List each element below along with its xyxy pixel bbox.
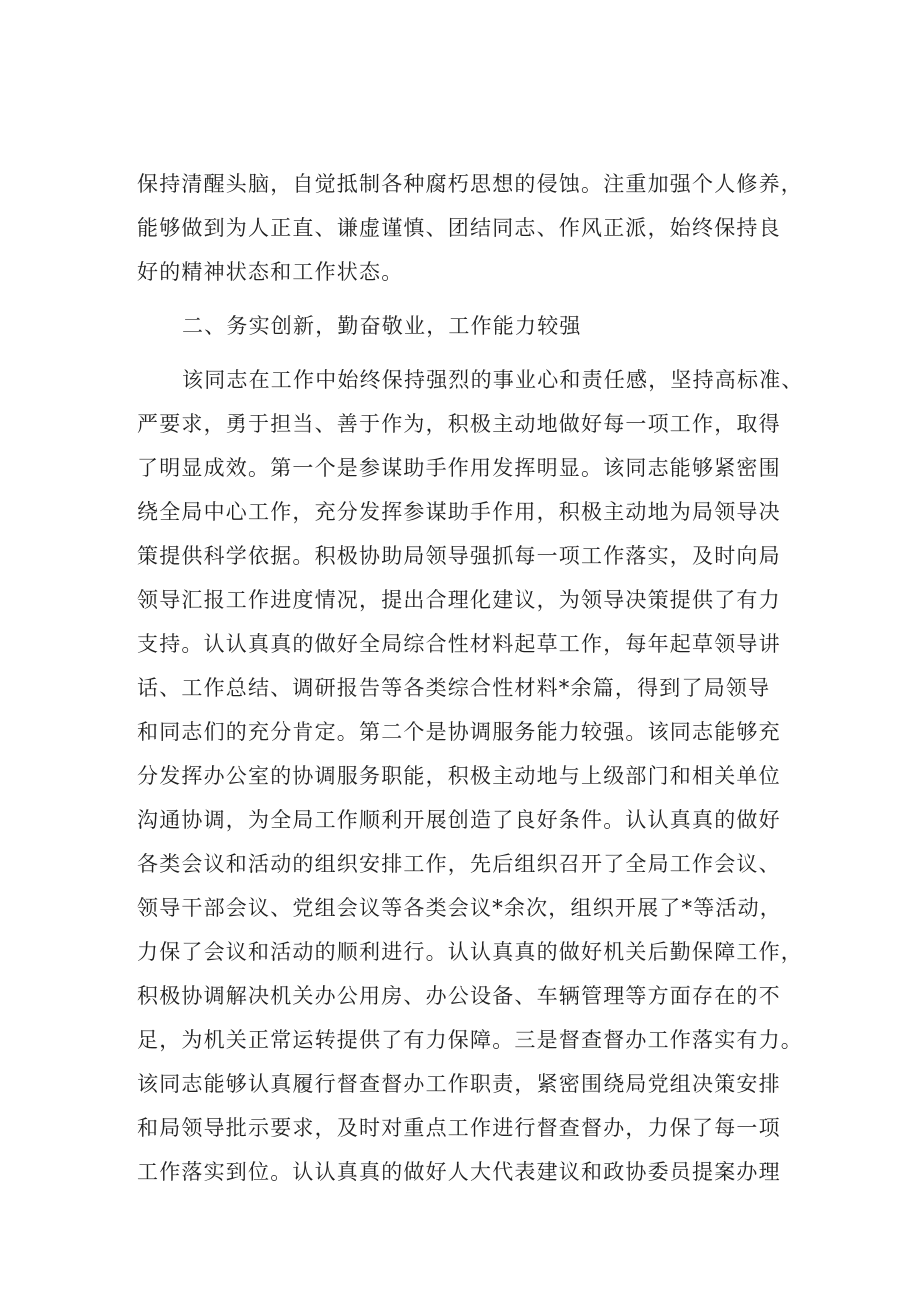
paragraph-self-discipline xyxy=(137,162,805,294)
text-line: 力保了会议和活动的顺利进行。认认真真的做好机关后勤保障工作， xyxy=(137,940,803,964)
document-body xyxy=(137,162,805,1194)
text-line: 各类会议和活动的组织安排工作，先后组织召开了全局工作会议、 xyxy=(137,852,781,876)
paragraph-work-ability xyxy=(137,358,805,1194)
paragraph-gap xyxy=(137,294,805,304)
text-line: 话、工作总结、调研报告等各类综合性材料*余篇，得到了局领导 xyxy=(137,676,771,700)
text-line: 领导干部会议、党组会议等各类会议*余次，组织开展了*等活动， xyxy=(137,896,782,920)
text-line: 该同志能够认真履行督查督办工作职责，紧密围绕局党组决策安排 xyxy=(137,1072,781,1096)
text-line: 好的精神状态和工作状态。 xyxy=(137,260,404,284)
text-line: 积极协调解决机关办公用房、办公设备、车辆管理等方面存在的不 xyxy=(137,984,781,1008)
text-line: 严要求，勇于担当、善于作为，积极主动地做好每一项工作，取得 xyxy=(137,412,781,436)
text-line: 保持清醒头脑，自觉抵制各种腐朽思想的侵蚀。注重加强个人修养， xyxy=(137,172,803,196)
text-line: 领导汇报工作进度情况，提出合理化建议，为领导决策提供了有力 xyxy=(137,588,781,612)
text-line: 策提供科学依据。积极协助局领导强抓每一项工作落实，及时向局 xyxy=(137,544,781,568)
text-line: 该同志在工作中始终保持强烈的事业心和责任感，坚持高标准、 xyxy=(182,368,804,392)
text-line: 能够做到为人正直、谦虚谨慎、团结同志、作风正派，始终保持良 xyxy=(137,216,781,240)
paragraph-gap xyxy=(137,348,805,358)
text-line: 绕全局中心工作，充分发挥参谋助手作用，积极主动地为局领导决 xyxy=(137,500,781,524)
text-line: 足，为机关正常运转提供了有力保障。三是督查督办工作落实有力。 xyxy=(137,1028,803,1052)
text-line: 和局领导批示要求，及时对重点工作进行督查督办，力保了每一项 xyxy=(137,1116,781,1140)
text-line: 沟通协调，为全局工作顺利开展创造了良好条件。认认真真的做好 xyxy=(137,808,781,832)
section-heading: 二、务实创新，勤奋敬业，工作能力较强 xyxy=(182,314,582,338)
text-line: 和同志们的充分肯定。第二个是协调服务能力较强。该同志能够充 xyxy=(137,720,781,744)
text-line: 了明显成效。第一个是参谋助手作用发挥明显。该同志能够紧密围 xyxy=(137,456,781,480)
text-line: 分发挥办公室的协调服务职能，积极主动地与上级部门和相关单位 xyxy=(137,764,781,788)
text-line: 工作落实到位。认认真真的做好人大代表建议和政协委员提案办理 xyxy=(137,1160,781,1184)
text-line: 支持。认认真真的做好全局综合性材料起草工作，每年起草领导讲 xyxy=(137,632,781,656)
